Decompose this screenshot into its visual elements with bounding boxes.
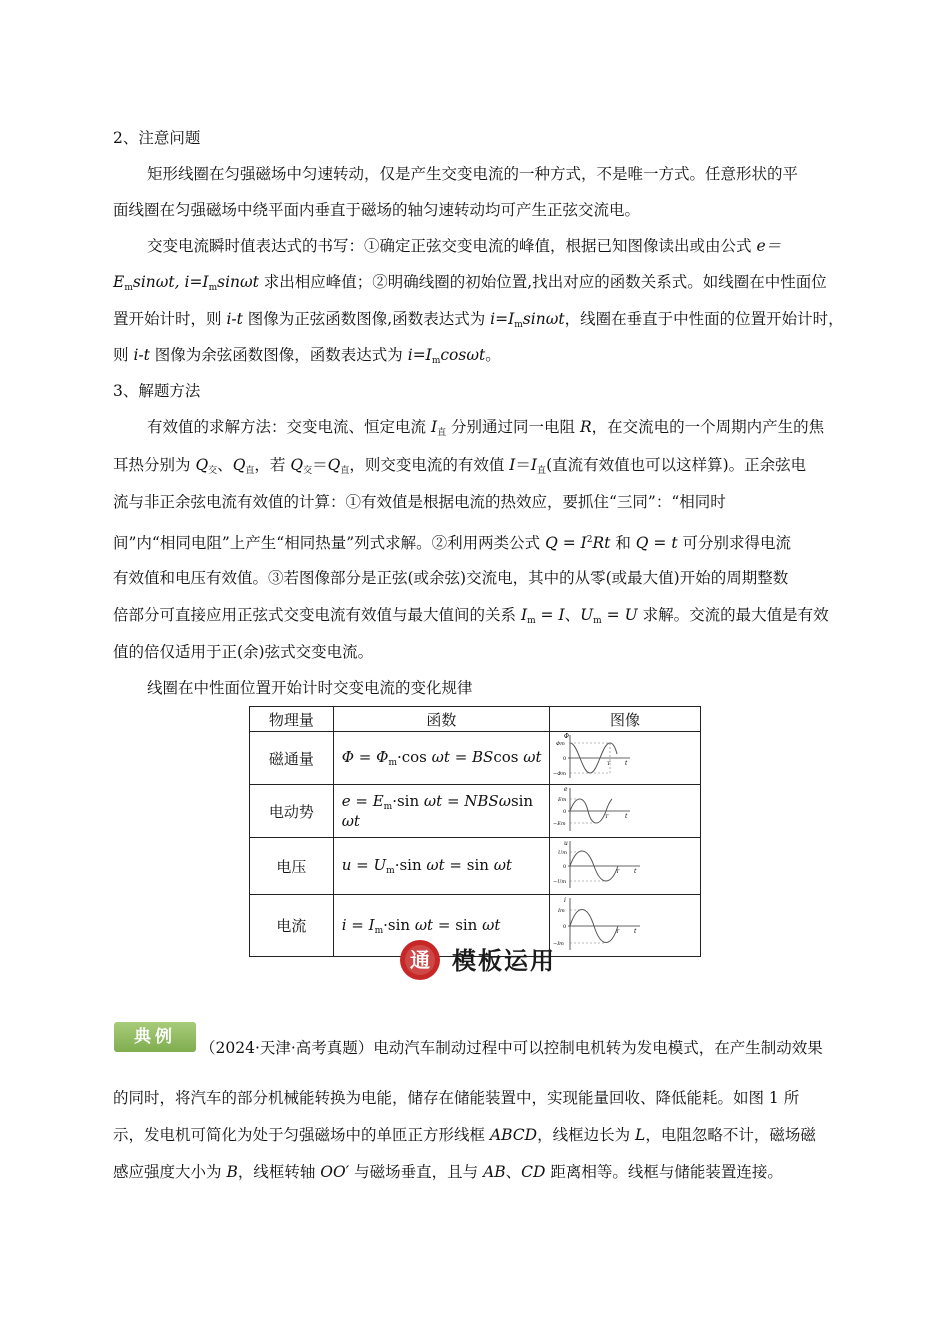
- ac-table: [249, 706, 701, 957]
- para2-line4: 则 i-t 图像为余弦函数图像，函数表达式为 $i=I_m\cos\omega t$。: [113, 346, 501, 366]
- example-line4: 感应强度大小为 B，线框转轴 OO′ 与磁场垂直，且与 AB、CD 距离相等。线框与储能装置连接。: [113, 1163, 783, 1181]
- sine-graph-icon: [550, 785, 700, 833]
- cosine-graph-icon: [550, 732, 700, 780]
- row-function: $\Phi = \Phi_m\cdot\cos$ ωt = BScos ωt: [333, 732, 549, 785]
- svg-text:0: 0: [562, 864, 567, 870]
- row-function: $i = I_m\cdot\sin$ ωt = sin ωt: [333, 895, 549, 957]
- row-name: 电压: [250, 838, 334, 895]
- row-function: $e = E_m\cdot\sin$ ωt = NBSωsin ωt: [333, 785, 549, 838]
- para3-line6: 倍部分可直接应用正弦式交变电流有效值与最大值间的关系 $I_m = I$、$U_m = U$ 求解。交流的最大值是有效: [113, 606, 829, 626]
- svg-text:0: 0: [562, 924, 567, 930]
- table-caption: 线圈在中性面位置开始计时交变电流的变化规律: [147, 679, 473, 697]
- svg-text:Em: Em: [557, 797, 567, 803]
- para3-line3: 流与非正余弦电流有效值的计算：①有效值是根据电流的热效应，要抓住“三同”：“相同时: [113, 493, 726, 511]
- heading-3: 3、解题方法: [113, 382, 201, 400]
- header-graph: 图像: [549, 707, 700, 732]
- table-row: [250, 785, 701, 838]
- template-usage-banner: [398, 938, 578, 982]
- table-header-row: [250, 707, 701, 732]
- svg-text:t: t: [624, 813, 628, 820]
- example-line3: 示，发电机可简化为处于匀强磁场中的单匝正方形线框 ABCD，线框边长为 L，电阻忽略不计，磁场磁: [113, 1126, 816, 1144]
- banner-title: 模板运用: [452, 947, 556, 975]
- header-function: 函数: [333, 707, 549, 732]
- svg-text:0: 0: [562, 809, 567, 815]
- row-graph: [549, 732, 700, 785]
- svg-text:e: e: [563, 786, 568, 793]
- row-function: $u = U_m\cdot\sin$ ωt = sin ωt: [333, 838, 549, 895]
- banner-badge-char: 通: [410, 948, 430, 972]
- para3-line2: 耳热分别为 $Q_交$、$Q_直$，若 $Q_交=Q_直$，则交变电流的有效值 $I=I_直$(直流有效值也可以这样算)。正余弦电: [113, 456, 807, 476]
- table-row: [250, 732, 701, 785]
- svg-text:t: t: [633, 928, 637, 935]
- header-quantity: 物理量: [250, 707, 334, 732]
- svg-text:t: t: [624, 760, 628, 767]
- row-graph: [549, 838, 700, 895]
- svg-text:−Um: −Um: [552, 879, 567, 885]
- example-line2: 的同时，将汽车的部分机械能转换为电能，储存在储能装置中，实现能量回收、降低能耗。如图 1 所: [113, 1089, 800, 1107]
- para2-line2: $E_m\sin\omega t$, $i=I_m\sin\omega t$ 求出相应峰值；②明确线圈的初始位置,找出对应的函数关系式。如线圈在中性面位: [113, 273, 827, 293]
- row-name: 电动势: [250, 785, 334, 838]
- svg-text:T: T: [615, 929, 620, 935]
- svg-text:0: 0: [562, 756, 567, 762]
- para2-line1: 交变电流瞬时值表达式的书写：①确定正弦交变电流的峰值，根据已知图像读出或由公式 e＝: [147, 237, 782, 255]
- svg-text:Φ: Φ: [563, 733, 569, 740]
- para1-line2: 面线圈在匀强磁场中绕平面内垂直于磁场的轴匀速转动均可产生正弦交流电。: [113, 201, 641, 219]
- heading-2: 2、注意问题: [113, 129, 201, 147]
- para3-line4: 间”内“相同电阻”上产生“相同热量”列式求解。②利用两类公式 $Q = I^2Rt$ 和 Q = t 可分别求得电流: [113, 534, 791, 553]
- svg-text:T: T: [615, 869, 620, 875]
- svg-text:T: T: [606, 761, 611, 767]
- svg-text:Φm: Φm: [555, 741, 565, 747]
- svg-text:u: u: [563, 840, 568, 847]
- svg-text:−Em: −Em: [552, 821, 566, 827]
- example-badge: 典例: [114, 1022, 196, 1052]
- svg-text:T: T: [604, 814, 609, 820]
- para1-line1: 矩形线圈在匀强磁场中匀速转动，仅是产生交变电流的一种方式，不是唯一方式。任意形状的平: [147, 165, 799, 183]
- svg-text:t: t: [633, 868, 637, 875]
- example-line1: （2024·天津·高考真题）电动汽车制动过程中可以控制电机转为发电模式，在产生制动效果: [200, 1039, 823, 1057]
- para3-line1: 有效值的求解方法：交变电流、恒定电流 $I_直$ 分别通过同一电阻 R，在交流电的一个周期内产生的焦: [147, 418, 825, 438]
- svg-text:−Im: −Im: [552, 941, 564, 947]
- svg-text:−Φm: −Φm: [552, 771, 567, 777]
- svg-text:i: i: [563, 897, 566, 904]
- row-name: 磁通量: [250, 732, 334, 785]
- sine-graph-icon: [550, 838, 700, 890]
- row-name: 电流: [250, 895, 334, 957]
- para3-line7: 值的倍仅适用于正(余)弦式交变电流。: [113, 643, 374, 661]
- svg-text:Im: Im: [557, 908, 565, 914]
- table-row: [250, 838, 701, 895]
- svg-text:Um: Um: [557, 850, 567, 856]
- row-graph: [549, 785, 700, 838]
- para2-line3: 置开始计时，则 i-t 图像为正弦函数图像,函数表达式为 $i=I_m\sin\omega t$，线圈在垂直于中性面的位置开始计时，: [113, 310, 844, 330]
- para3-line5: 有效值和电压有效值。③若图像部分是正弦(或余弦)交流电，其中的从零(或最大值)开始的周期整数: [113, 569, 789, 587]
